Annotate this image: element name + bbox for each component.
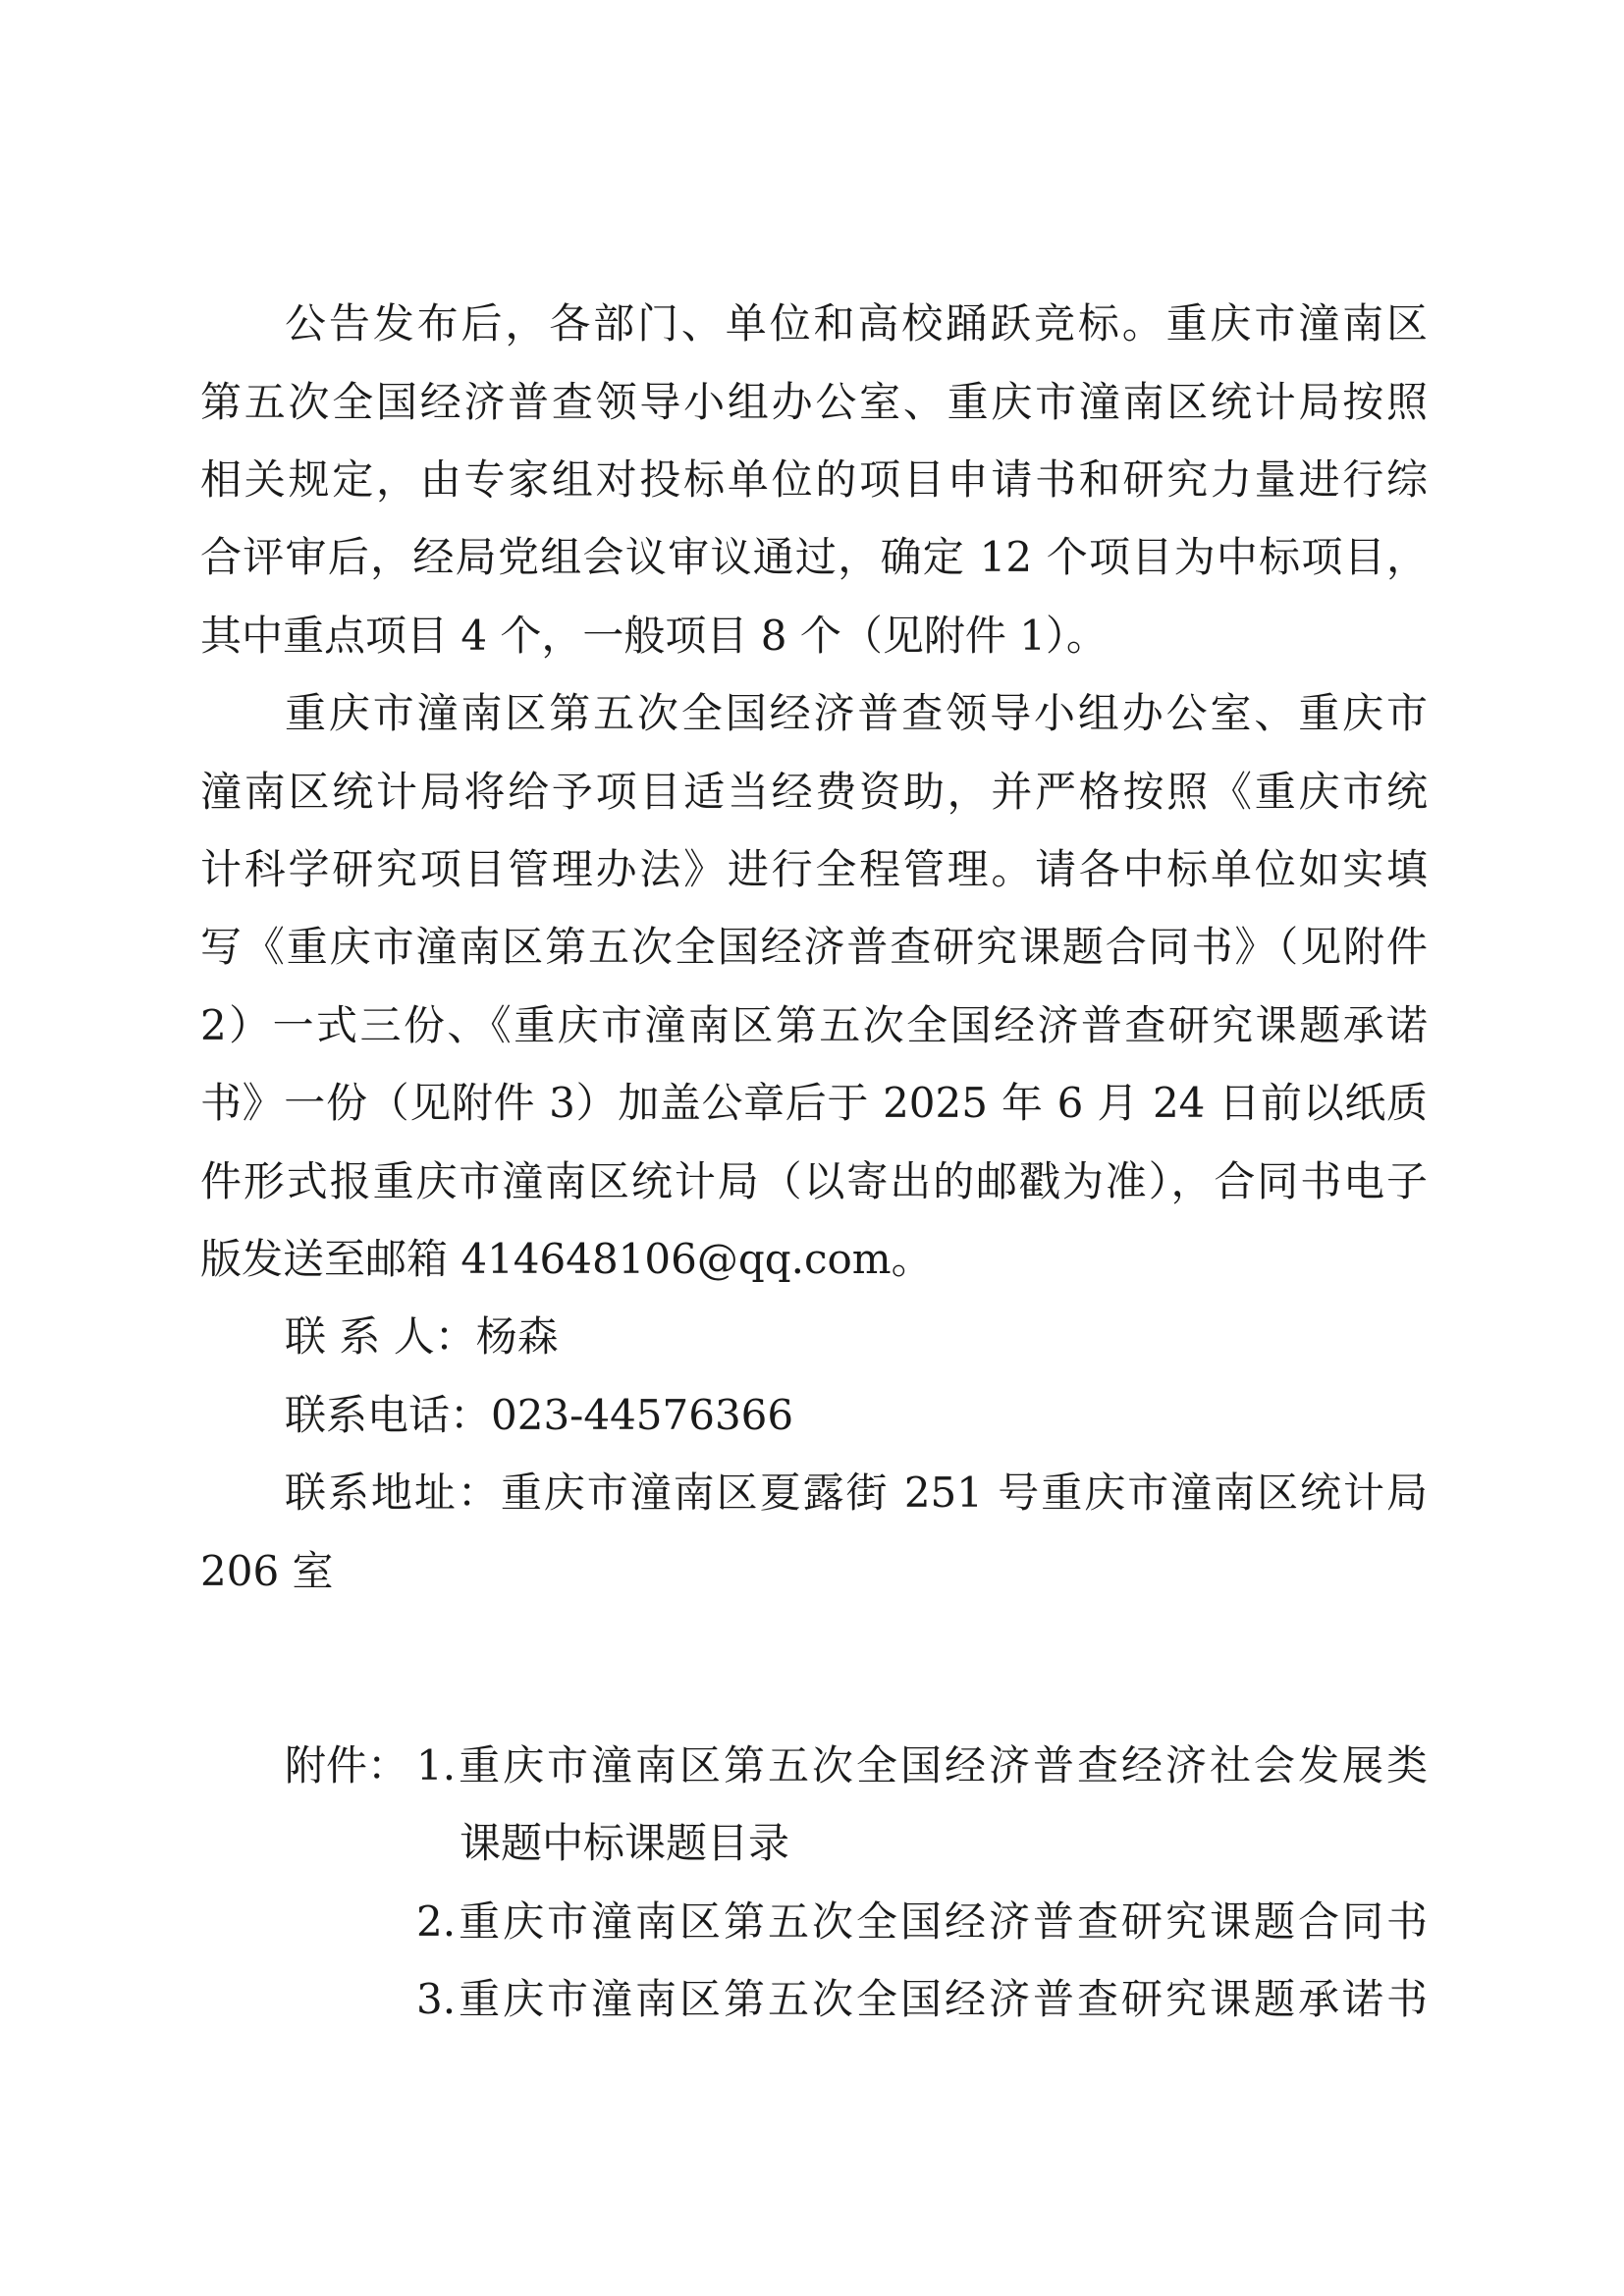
paragraph-2-line-7: 件形式报重庆市潼南区统计局（以寄出的邮戳为准），合同书电子 (200, 1157, 1428, 1205)
attachment-1-line-2: 课题中标课题目录 (460, 1819, 790, 1867)
attachment-3: 3.重庆市潼南区第五次全国经济普查研究课题承诺书 (416, 1975, 1428, 2023)
paragraph-2-line-1: 重庆市潼南区第五次全国经济普查领导小组办公室、重庆市 (285, 689, 1428, 737)
contact-person: 联 系 人：杨森 (285, 1312, 559, 1361)
contact-phone: 联系电话：023-44576366 (285, 1391, 794, 1439)
paragraph-1-line-3: 相关规定，由专家组对投标单位的项目申请书和研究力量进行综 (200, 455, 1428, 504)
paragraph-1-line-1: 公告发布后，各部门、单位和高校踊跃竞标。重庆市潼南区 (285, 299, 1428, 347)
paragraph-2-line-4: 写《重庆市潼南区第五次全国经济普查研究课题合同书》（见附件 (200, 923, 1428, 971)
attachments-label: 附件： (285, 1741, 409, 1789)
paragraph-1-line-4: 合评审后，经局党组会议审议通过，确定 12 个项目为中标项目， (200, 533, 1428, 581)
paragraph-1-line-5: 其中重点项目 4 个，一般项目 8 个（见附件 1）。 (200, 612, 1108, 660)
paragraph-1-line-2: 第五次全国经济普查领导小组办公室、重庆市潼南区统计局按照 (200, 378, 1428, 426)
paragraph-2-line-3: 计科学研究项目管理办法》进行全程管理。请各中标单位如实填 (200, 845, 1428, 893)
attachment-2: 2.重庆市潼南区第五次全国经济普查研究课题合同书 (416, 1897, 1428, 1946)
attachment-1-line-1: 1.重庆市潼南区第五次全国经济普查经济社会发展类 (416, 1741, 1428, 1789)
paragraph-2-line-6: 书》一份（见附件 3）加盖公章后于 2025 年 6 月 24 日前以纸质 (200, 1079, 1428, 1127)
paragraph-2-line-5: 2）一式三份、《重庆市潼南区第五次全国经济普查研究课题承诺 (200, 1001, 1428, 1049)
paragraph-2-line-2: 潼南区统计局将给予项目适当经费资助，并严格按照《重庆市统 (200, 768, 1428, 816)
contact-address-line-1: 联系地址：重庆市潼南区夏露街 251 号重庆市潼南区统计局 (285, 1468, 1428, 1517)
contact-address-line-2: 206 室 (200, 1547, 334, 1595)
paragraph-2-line-8: 版发送至邮箱 414648106@qq.com。 (200, 1235, 933, 1283)
